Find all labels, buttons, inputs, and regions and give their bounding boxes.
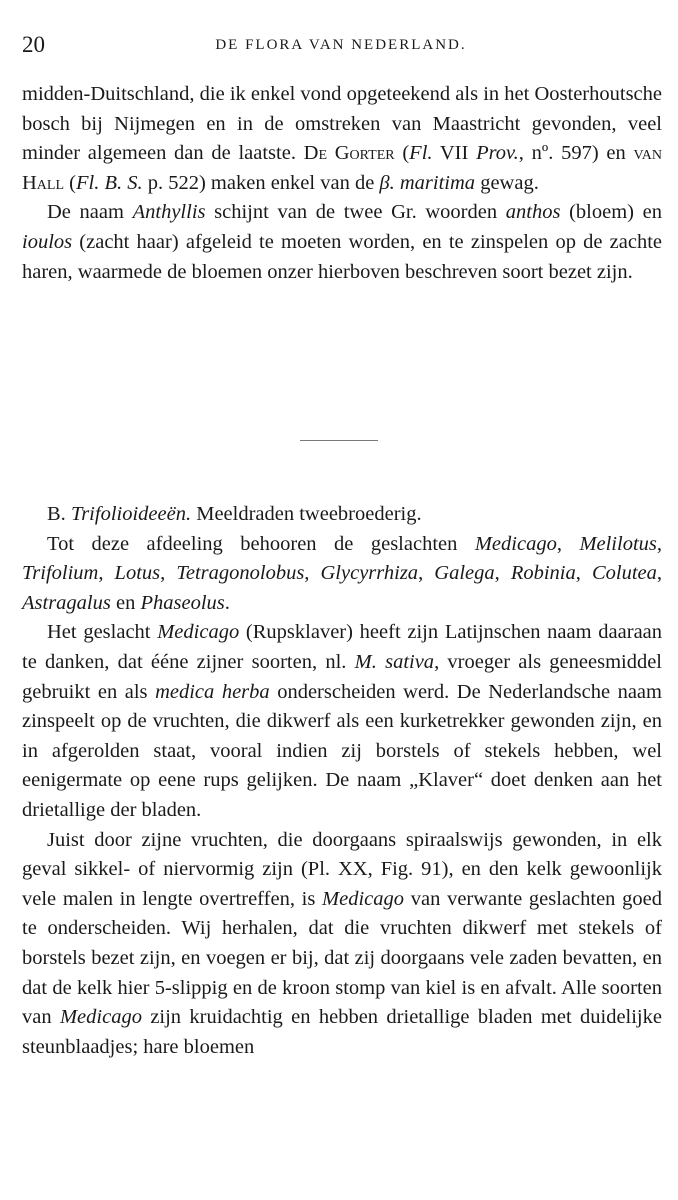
text-run: , (656, 532, 662, 555)
taxon-name: Medicago (474, 532, 557, 555)
taxon-name: Medicago (59, 1006, 142, 1029)
text-run: ( (394, 142, 410, 165)
text-run: , (418, 562, 435, 585)
text-run: , nº. 597) en (518, 142, 634, 165)
paragraph (22, 80, 662, 198)
text-run: ( (64, 171, 76, 194)
text-run: p. 522) maken enkel van de (142, 171, 380, 194)
section-divider (300, 440, 378, 441)
text-run: Het geslacht (47, 621, 158, 644)
section-heading (22, 500, 662, 530)
text-run: , (556, 532, 580, 555)
taxon-name: Melilotus (579, 532, 657, 555)
page-header (22, 30, 660, 60)
author-name: van Hall (22, 142, 662, 194)
taxon-name: Lotus (114, 562, 161, 585)
section-b-text (22, 500, 662, 1062)
author-name: De Gorter (303, 142, 395, 165)
text-run: , (98, 562, 115, 585)
paragraph (22, 826, 662, 1063)
paragraph (22, 198, 662, 287)
taxon-name: Tetragonolobus (176, 562, 305, 585)
greek-word: anthos (505, 201, 561, 224)
running-title: DE FLORA VAN NEDERLAND. (215, 37, 467, 53)
paragraph (22, 618, 662, 825)
text-run: . (224, 591, 230, 614)
taxon-name: M. sativa (354, 650, 435, 673)
page-number: 20 (22, 32, 45, 57)
text-run: , (575, 562, 592, 585)
citation-italic: Prov. (476, 142, 519, 165)
text-run: onderscheiden werd. De Nederlandsche naam zinspeelt op de vruchten, die dikwerf als een kurketrekker gewonden zijn, en in afgerolden staat, vooral indien zij borstels of stekels hebben, wel eenigermate op eene rups gelijken. De naam „Klaver“ doet denken aan het drietallige der bladen. (22, 680, 662, 821)
taxon-name: Anthyllis (132, 201, 206, 224)
text-run: Tot deze afdeeling behooren de geslachten (47, 532, 475, 555)
text-run: (Rupsklaver) heeft zijn Latijnschen naam daaraan te danken, dat ééne zijner soorten, nl. (22, 621, 663, 673)
taxon-name: Medicago (157, 621, 240, 644)
text-run: , (304, 562, 321, 585)
text-run: , (656, 562, 662, 585)
section-name: Trifolioideeën. (70, 503, 192, 525)
text-run: VII (432, 142, 477, 165)
greek-word: ioulos (22, 230, 73, 253)
text-run: , (494, 562, 511, 585)
paragraph (22, 530, 662, 619)
text-run: midden-Duitschland, die ik enkel vond opgeteekend als in het Oosterhoutsche bosch bij Nijmegen en in de omstreken van Maastricht gevonden, veel minder algemeen dan de laatste. (22, 83, 662, 165)
text-run: schijnt van de twee Gr. woorden (205, 201, 506, 224)
text-run: zijn kruidachtig en hebben drietallige bladen met duidelijke steunblaadjes; hare bloemen (22, 1006, 662, 1058)
section-description: Meeldraden tweebroederig. (191, 503, 422, 525)
text-run: De naam (47, 201, 133, 224)
taxon-name: Glycyrrhiza (320, 562, 419, 585)
text-run: , vroeger als geneesmiddel gebruikt en als (22, 650, 663, 703)
text-run: (bloem) en (560, 201, 662, 224)
taxon-name: Phaseolus (140, 591, 225, 614)
section-a-text (22, 80, 662, 287)
taxon-name: Medicago (322, 887, 405, 910)
text-run: en (110, 591, 141, 614)
taxon-name: Robinia (510, 562, 576, 585)
taxon-name: Astragalus (22, 591, 111, 614)
text-run: Juist door zijne vruchten, die doorgaans spiraalswijs gewonden, in elk geval sikkel- of niervormig zijn (Pl. XX, Fig. 91), en den kelk gewoonlijk vele malen in lengte overtreffen, is (22, 828, 662, 910)
taxon-name: Galega (434, 562, 495, 585)
text-run: , (160, 562, 177, 585)
taxon-name: Trifolium (22, 562, 99, 585)
text-run: gewag. (475, 171, 539, 194)
taxon-name: β. maritima (379, 171, 476, 194)
taxon-name: Colutea (591, 562, 657, 585)
text-run: van verwante geslachten goed te onderscheiden. Wij herhalen, dat die vruchten dikwerf met stekels of borstels bezet zijn, en voegen er bij, dat zij doorgaans vele zaden bevatten, en dat de kelk hier 5-slippig en de kroon stomp van kiel is en afvalt. Alle soorten van (22, 887, 662, 1029)
text-run: (zacht haar) afgeleid te moeten worden, en te zinspelen op de zachte haren, waarmede de bloemen onzer hierboven beschreven soort bezet zijn. (22, 230, 662, 283)
citation-italic: Fl. B. S. (75, 171, 143, 194)
citation-italic: Fl. (409, 142, 433, 165)
section-letter: B. (47, 503, 71, 525)
latin-term: medica herba (155, 680, 270, 703)
